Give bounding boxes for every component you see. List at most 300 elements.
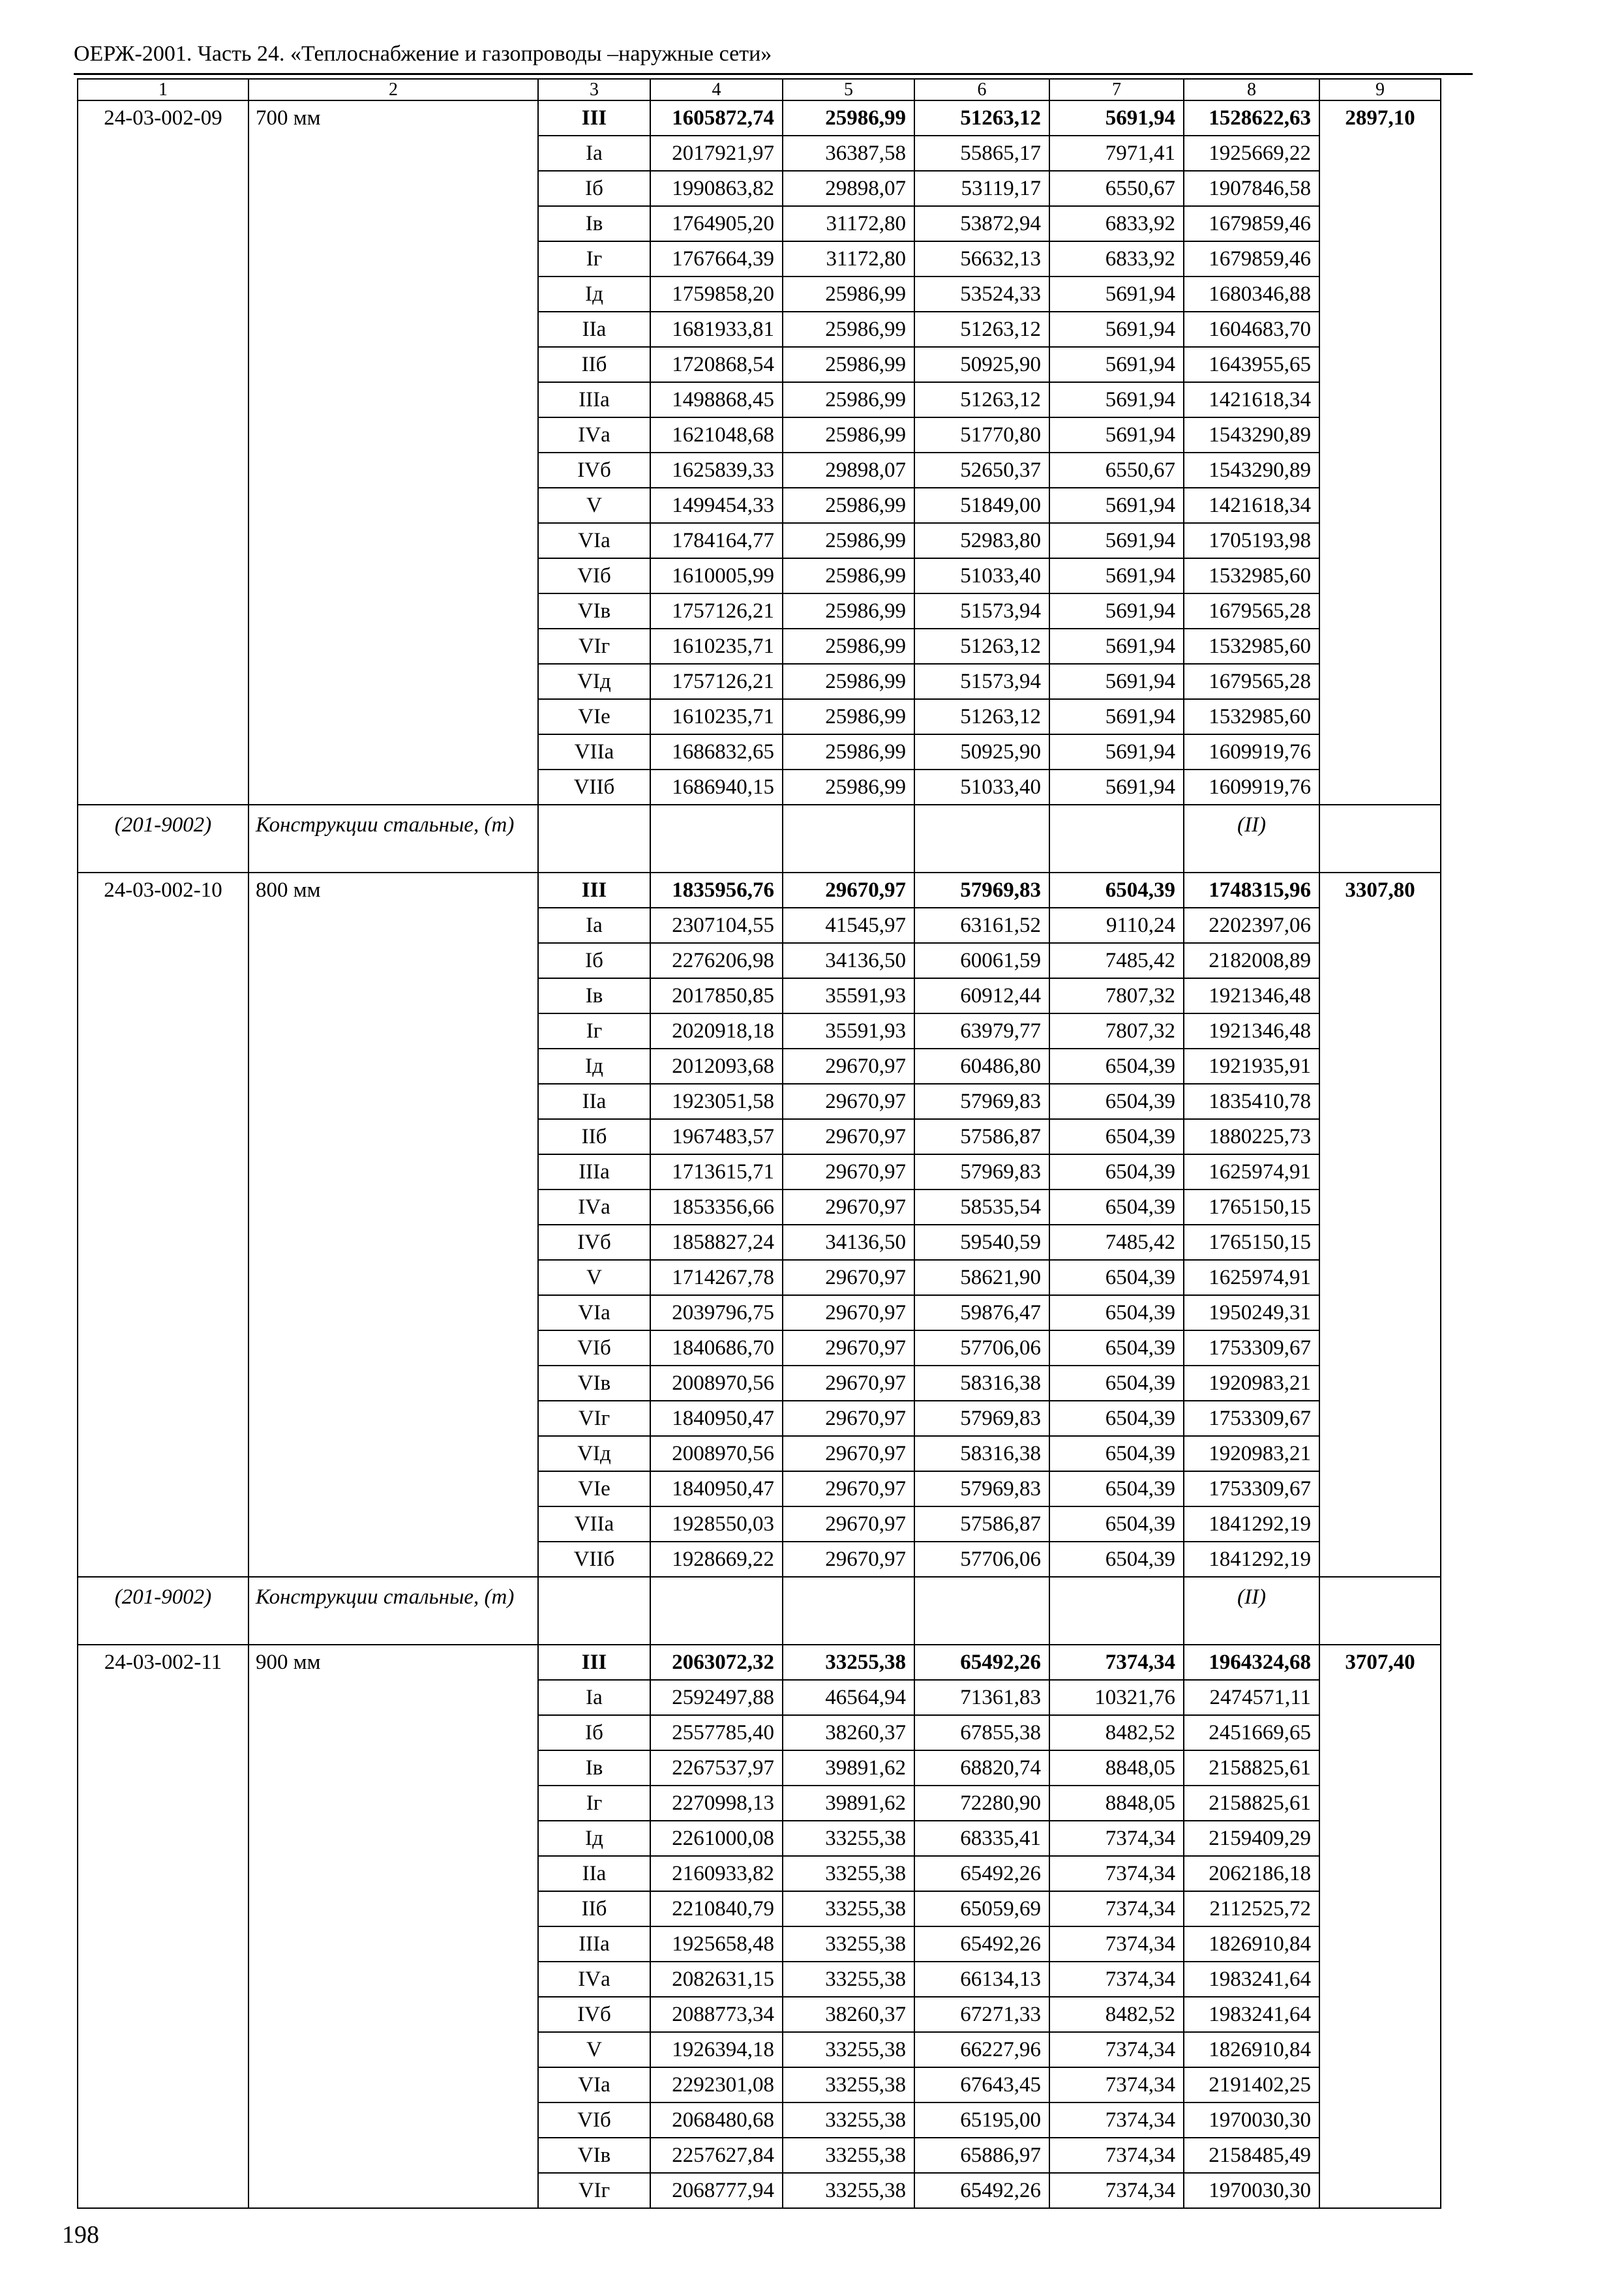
col9-cell bbox=[1319, 1119, 1441, 1154]
price-value: 1920983,21 bbox=[1184, 1366, 1319, 1401]
table-row bbox=[78, 558, 1441, 593]
price-value: 2292301,08 bbox=[650, 2067, 783, 2102]
price-value: 2020918,18 bbox=[650, 1013, 783, 1049]
price-value: 7374,34 bbox=[1049, 1891, 1184, 1926]
rate-code-cell bbox=[78, 1084, 248, 1119]
zone-class: III bbox=[538, 100, 650, 136]
col9-cell bbox=[1319, 978, 1441, 1013]
price-value: 1826910,84 bbox=[1184, 2032, 1319, 2067]
price-value: 7374,34 bbox=[1049, 2102, 1184, 2138]
price-value: 57706,06 bbox=[914, 1330, 1049, 1366]
rate-description-cell bbox=[248, 2173, 538, 2208]
zone-class: VIб bbox=[538, 1330, 650, 1366]
col9-cell bbox=[1319, 1821, 1441, 1856]
table-row bbox=[78, 136, 1441, 171]
col9-cell bbox=[1319, 943, 1441, 978]
price-value: 33255,38 bbox=[783, 1645, 914, 1680]
zone-class: V bbox=[538, 2032, 650, 2067]
table-row bbox=[78, 417, 1441, 453]
rate-code-cell bbox=[78, 908, 248, 943]
price-value: 25986,99 bbox=[783, 523, 914, 558]
zone-class: VIIб bbox=[538, 770, 650, 805]
price-value: 1610235,71 bbox=[650, 629, 783, 664]
price-value: 29670,97 bbox=[783, 1366, 914, 1401]
zone-class: Iд bbox=[538, 1821, 650, 1856]
col9-cell bbox=[1319, 734, 1441, 770]
price-value: 1753309,67 bbox=[1184, 1330, 1319, 1366]
table-row bbox=[78, 1821, 1441, 1856]
table-row bbox=[78, 347, 1441, 382]
table-row bbox=[78, 2032, 1441, 2067]
price-value: 51849,00 bbox=[914, 488, 1049, 523]
price-value: 1604683,70 bbox=[1184, 312, 1319, 347]
price-value: 9110,24 bbox=[1049, 908, 1184, 943]
zone-class: V bbox=[538, 488, 650, 523]
zone-class: Iв bbox=[538, 978, 650, 1013]
rate-code-cell bbox=[78, 629, 248, 664]
price-value: 2088773,34 bbox=[650, 1997, 783, 2032]
price-value: 1532985,60 bbox=[1184, 699, 1319, 734]
empty-cell bbox=[914, 1577, 1049, 1645]
price-value: 6550,67 bbox=[1049, 453, 1184, 488]
price-value: 1928669,22 bbox=[650, 1542, 783, 1577]
zone-class: IIа bbox=[538, 1856, 650, 1891]
price-value: 7374,34 bbox=[1049, 1821, 1184, 1856]
price-value: 1605872,74 bbox=[650, 100, 783, 136]
price-value: 50925,90 bbox=[914, 734, 1049, 770]
col9-cell bbox=[1319, 908, 1441, 943]
rate-code-cell bbox=[78, 1786, 248, 1821]
zone-class: VIв bbox=[538, 2138, 650, 2173]
price-value: 7374,34 bbox=[1049, 2173, 1184, 2208]
zone-class: VIв bbox=[538, 1366, 650, 1401]
price-value: 29670,97 bbox=[783, 873, 914, 908]
table-row bbox=[78, 1295, 1441, 1330]
price-value: 51033,40 bbox=[914, 770, 1049, 805]
price-value: 25986,99 bbox=[783, 417, 914, 453]
price-value: 34136,50 bbox=[783, 1225, 914, 1260]
zone-class: Iд bbox=[538, 277, 650, 312]
resource-note-row bbox=[78, 805, 1441, 873]
rate-code-cell bbox=[78, 241, 248, 277]
price-value: 1625839,33 bbox=[650, 453, 783, 488]
rate-description-cell bbox=[248, 312, 538, 347]
price-value: 5691,94 bbox=[1049, 488, 1184, 523]
price-value: 1853356,66 bbox=[650, 1189, 783, 1225]
table-row bbox=[78, 978, 1441, 1013]
price-value: 1923051,58 bbox=[650, 1084, 783, 1119]
price-value: 1967483,57 bbox=[650, 1119, 783, 1154]
price-value: 57706,06 bbox=[914, 1542, 1049, 1577]
rate-code-cell bbox=[78, 1856, 248, 1891]
zone-class: IVа bbox=[538, 1962, 650, 1997]
rate-code-cell bbox=[78, 1154, 248, 1189]
resource-unit: (II) bbox=[1184, 805, 1319, 873]
table-row bbox=[78, 1856, 1441, 1891]
zone-class: Iа bbox=[538, 908, 650, 943]
rate-description-cell bbox=[248, 908, 538, 943]
price-value: 5691,94 bbox=[1049, 100, 1184, 136]
table-row bbox=[78, 734, 1441, 770]
rate-description-cell bbox=[248, 417, 538, 453]
rate-code-cell bbox=[78, 1471, 248, 1506]
rate-code-cell bbox=[78, 593, 248, 629]
price-value: 2068777,94 bbox=[650, 2173, 783, 2208]
col9-cell bbox=[1319, 312, 1441, 347]
price-value: 58316,38 bbox=[914, 1436, 1049, 1471]
rate-description-cell bbox=[248, 277, 538, 312]
price-value: 1767664,39 bbox=[650, 241, 783, 277]
price-value: 6504,39 bbox=[1049, 1506, 1184, 1542]
zone-class: IIIа bbox=[538, 1154, 650, 1189]
empty-cell bbox=[650, 1577, 783, 1645]
document-header: ОЕРЖ-2001. Часть 24. «Теплоснабжение и газопроводы –наружные сети» bbox=[74, 42, 772, 66]
price-value: 1679565,28 bbox=[1184, 593, 1319, 629]
price-value: 56632,13 bbox=[914, 241, 1049, 277]
price-value: 51033,40 bbox=[914, 558, 1049, 593]
rate-code-cell bbox=[78, 2032, 248, 2067]
rate-description-cell bbox=[248, 1049, 538, 1084]
price-value: 1610235,71 bbox=[650, 699, 783, 734]
col9-cell bbox=[1319, 1366, 1441, 1401]
rate-code-cell bbox=[78, 1013, 248, 1049]
price-value: 35591,93 bbox=[783, 978, 914, 1013]
column-number: 1 bbox=[78, 79, 248, 100]
price-value: 6504,39 bbox=[1049, 1084, 1184, 1119]
rate-description-cell bbox=[248, 1260, 538, 1295]
price-value: 51263,12 bbox=[914, 699, 1049, 734]
price-value: 41545,97 bbox=[783, 908, 914, 943]
rate-description-cell bbox=[248, 1962, 538, 1997]
price-value: 55865,17 bbox=[914, 136, 1049, 171]
col9-cell bbox=[1319, 206, 1441, 241]
zone-class: Iг bbox=[538, 241, 650, 277]
table-row bbox=[78, 171, 1441, 206]
price-value: 33255,38 bbox=[783, 1926, 914, 1962]
price-value: 1528622,63 bbox=[1184, 100, 1319, 136]
price-value: 5691,94 bbox=[1049, 417, 1184, 453]
rate-description-cell bbox=[248, 2067, 538, 2102]
empty-cell bbox=[650, 805, 783, 873]
zone-class: IVа bbox=[538, 1189, 650, 1225]
column-number: 5 bbox=[783, 79, 914, 100]
price-value: 5691,94 bbox=[1049, 734, 1184, 770]
price-value: 2160933,82 bbox=[650, 1856, 783, 1891]
col9-cell bbox=[1319, 241, 1441, 277]
rate-code-cell bbox=[78, 1225, 248, 1260]
price-value: 58621,90 bbox=[914, 1260, 1049, 1295]
col9-cell bbox=[1319, 1715, 1441, 1750]
price-value: 1921935,91 bbox=[1184, 1049, 1319, 1084]
price-value: 1532985,60 bbox=[1184, 629, 1319, 664]
price-value: 25986,99 bbox=[783, 770, 914, 805]
table-row bbox=[78, 1401, 1441, 1436]
price-value: 51263,12 bbox=[914, 382, 1049, 417]
rate-description: 700 мм bbox=[248, 100, 538, 136]
empty-cell bbox=[538, 1577, 650, 1645]
price-value: 29670,97 bbox=[783, 1154, 914, 1189]
price-value: 8482,52 bbox=[1049, 1715, 1184, 1750]
zone-class: VIа bbox=[538, 1295, 650, 1330]
rate-code-cell bbox=[78, 1330, 248, 1366]
price-value: 1765150,15 bbox=[1184, 1189, 1319, 1225]
rate-code-cell bbox=[78, 978, 248, 1013]
price-value: 2257627,84 bbox=[650, 2138, 783, 2173]
col9-value: 2897,10 bbox=[1319, 100, 1441, 136]
price-value: 7971,41 bbox=[1049, 136, 1184, 171]
price-value: 29670,97 bbox=[783, 1295, 914, 1330]
resource-code: (201-9002) bbox=[78, 1577, 248, 1645]
price-value: 65492,26 bbox=[914, 1645, 1049, 1680]
price-value: 57969,83 bbox=[914, 1154, 1049, 1189]
price-value: 57969,83 bbox=[914, 873, 1049, 908]
table-row bbox=[78, 1189, 1441, 1225]
price-value: 5691,94 bbox=[1049, 593, 1184, 629]
rate-code-cell bbox=[78, 770, 248, 805]
price-value: 6504,39 bbox=[1049, 1154, 1184, 1189]
col9-cell bbox=[1319, 347, 1441, 382]
rate-description-cell bbox=[248, 523, 538, 558]
price-value: 1621048,68 bbox=[650, 417, 783, 453]
price-value: 2158485,49 bbox=[1184, 2138, 1319, 2173]
price-value: 5691,94 bbox=[1049, 770, 1184, 805]
price-value: 25986,99 bbox=[783, 382, 914, 417]
price-value: 7807,32 bbox=[1049, 1013, 1184, 1049]
table-row bbox=[78, 1013, 1441, 1049]
price-value: 1679859,46 bbox=[1184, 241, 1319, 277]
price-value: 2062186,18 bbox=[1184, 1856, 1319, 1891]
price-value: 68820,74 bbox=[914, 1750, 1049, 1786]
price-value: 2008970,56 bbox=[650, 1436, 783, 1471]
table-row bbox=[78, 277, 1441, 312]
price-value: 29670,97 bbox=[783, 1542, 914, 1577]
price-value: 60912,44 bbox=[914, 978, 1049, 1013]
rate-description-cell bbox=[248, 453, 538, 488]
zone-class: IVб bbox=[538, 1225, 650, 1260]
price-value: 50925,90 bbox=[914, 347, 1049, 382]
rate-code-cell bbox=[78, 1680, 248, 1715]
zone-class: VIб bbox=[538, 2102, 650, 2138]
price-value: 52983,80 bbox=[914, 523, 1049, 558]
price-value: 1784164,77 bbox=[650, 523, 783, 558]
rate-description-cell bbox=[248, 206, 538, 241]
rate-code-cell bbox=[78, 2138, 248, 2173]
price-value: 31172,80 bbox=[783, 206, 914, 241]
rate-description-cell bbox=[248, 1366, 538, 1401]
zone-class: Iг bbox=[538, 1786, 650, 1821]
price-value: 1759858,20 bbox=[650, 277, 783, 312]
table-row bbox=[78, 1506, 1441, 1542]
price-value: 1705193,98 bbox=[1184, 523, 1319, 558]
rate-code-cell bbox=[78, 2102, 248, 2138]
price-value: 25986,99 bbox=[783, 593, 914, 629]
table-row bbox=[78, 453, 1441, 488]
price-value: 25986,99 bbox=[783, 664, 914, 699]
price-value: 60061,59 bbox=[914, 943, 1049, 978]
col9-cell bbox=[1319, 382, 1441, 417]
rate-code-cell bbox=[78, 277, 248, 312]
price-value: 1757126,21 bbox=[650, 593, 783, 629]
price-value: 29670,97 bbox=[783, 1189, 914, 1225]
header-rule bbox=[74, 73, 1473, 75]
price-value: 46564,94 bbox=[783, 1680, 914, 1715]
table-row bbox=[78, 699, 1441, 734]
table-row bbox=[78, 943, 1441, 978]
price-value: 2017921,97 bbox=[650, 136, 783, 171]
price-value: 25986,99 bbox=[783, 629, 914, 664]
price-value: 52650,37 bbox=[914, 453, 1049, 488]
table-row bbox=[78, 629, 1441, 664]
price-value: 6504,39 bbox=[1049, 1260, 1184, 1295]
table-row bbox=[78, 2102, 1441, 2138]
col9-cell bbox=[1319, 453, 1441, 488]
rate-description-cell bbox=[248, 1154, 538, 1189]
column-number: 6 bbox=[914, 79, 1049, 100]
zone-class: Iб bbox=[538, 943, 650, 978]
zone-class: VIе bbox=[538, 699, 650, 734]
price-value: 29670,97 bbox=[783, 1436, 914, 1471]
zone-class: IIб bbox=[538, 1119, 650, 1154]
table-row bbox=[78, 1225, 1441, 1260]
price-value: 1970030,30 bbox=[1184, 2102, 1319, 2138]
rate-description-cell bbox=[248, 1295, 538, 1330]
rate-description-cell bbox=[248, 1119, 538, 1154]
price-value: 57586,87 bbox=[914, 1506, 1049, 1542]
price-value: 65492,26 bbox=[914, 2173, 1049, 2208]
price-value: 68335,41 bbox=[914, 1821, 1049, 1856]
price-value: 7485,42 bbox=[1049, 1225, 1184, 1260]
price-value: 7374,34 bbox=[1049, 2032, 1184, 2067]
rate-description-cell bbox=[248, 1680, 538, 1715]
table-row bbox=[78, 1962, 1441, 1997]
zone-class: VIг bbox=[538, 2173, 650, 2208]
col9-cell bbox=[1319, 1680, 1441, 1715]
price-value: 1983241,64 bbox=[1184, 1962, 1319, 1997]
rate-description-cell bbox=[248, 978, 538, 1013]
rate-description-cell bbox=[248, 1542, 538, 1577]
rate-description-cell bbox=[248, 558, 538, 593]
price-value: 39891,62 bbox=[783, 1750, 914, 1786]
price-value: 2307104,55 bbox=[650, 908, 783, 943]
price-value: 1679565,28 bbox=[1184, 664, 1319, 699]
col9-cell bbox=[1319, 1330, 1441, 1366]
col9-cell bbox=[1319, 1295, 1441, 1330]
column-number: 9 bbox=[1319, 79, 1441, 100]
price-value: 29670,97 bbox=[783, 1506, 914, 1542]
col9-cell bbox=[1319, 136, 1441, 171]
price-value: 1835410,78 bbox=[1184, 1084, 1319, 1119]
price-value: 57586,87 bbox=[914, 1119, 1049, 1154]
column-number-row bbox=[78, 79, 1441, 100]
price-value: 33255,38 bbox=[783, 1891, 914, 1926]
price-value: 29670,97 bbox=[783, 1084, 914, 1119]
price-value: 67855,38 bbox=[914, 1715, 1049, 1750]
zone-class: IVб bbox=[538, 1997, 650, 2032]
price-value: 59876,47 bbox=[914, 1295, 1049, 1330]
rate-code-cell bbox=[78, 1260, 248, 1295]
table-row bbox=[78, 1786, 1441, 1821]
table-row bbox=[78, 1926, 1441, 1962]
rate-code-cell bbox=[78, 523, 248, 558]
price-value: 33255,38 bbox=[783, 1856, 914, 1891]
price-value: 7374,34 bbox=[1049, 1962, 1184, 1997]
price-value: 7807,32 bbox=[1049, 978, 1184, 1013]
rate-description-cell bbox=[248, 2032, 538, 2067]
price-value: 58316,38 bbox=[914, 1366, 1049, 1401]
table-row bbox=[78, 241, 1441, 277]
zone-class: Iг bbox=[538, 1013, 650, 1049]
table-row bbox=[78, 2067, 1441, 2102]
rate-description-cell bbox=[248, 1330, 538, 1366]
col9-cell bbox=[1319, 171, 1441, 206]
price-value: 25986,99 bbox=[783, 734, 914, 770]
col9-cell bbox=[1319, 558, 1441, 593]
price-value: 65195,00 bbox=[914, 2102, 1049, 2138]
price-value: 1610005,99 bbox=[650, 558, 783, 593]
price-value: 2158825,61 bbox=[1184, 1786, 1319, 1821]
col9-cell bbox=[1319, 277, 1441, 312]
resource-note-row bbox=[78, 1577, 1441, 1645]
price-value: 1625974,91 bbox=[1184, 1260, 1319, 1295]
rate-description-cell bbox=[248, 1471, 538, 1506]
col9-cell bbox=[1319, 1997, 1441, 2032]
price-value: 25986,99 bbox=[783, 488, 914, 523]
rate-code-cell bbox=[78, 943, 248, 978]
price-value: 36387,58 bbox=[783, 136, 914, 171]
table-row bbox=[78, 1750, 1441, 1786]
rate-code-cell bbox=[78, 382, 248, 417]
rate-description-cell bbox=[248, 699, 538, 734]
price-value: 1983241,64 bbox=[1184, 1997, 1319, 2032]
column-number: 7 bbox=[1049, 79, 1184, 100]
price-value: 6504,39 bbox=[1049, 1189, 1184, 1225]
price-value: 29670,97 bbox=[783, 1119, 914, 1154]
zone-class: VIд bbox=[538, 664, 650, 699]
price-value: 53524,33 bbox=[914, 277, 1049, 312]
rate-code-cell bbox=[78, 1436, 248, 1471]
col9-cell bbox=[1319, 2067, 1441, 2102]
col9-cell bbox=[1319, 1049, 1441, 1084]
rate-code-cell bbox=[78, 1750, 248, 1786]
price-value: 1686832,65 bbox=[650, 734, 783, 770]
price-value: 2592497,88 bbox=[650, 1680, 783, 1715]
rate-description-cell bbox=[248, 171, 538, 206]
price-value: 7374,34 bbox=[1049, 2138, 1184, 2173]
price-value: 63979,77 bbox=[914, 1013, 1049, 1049]
price-value: 2202397,06 bbox=[1184, 908, 1319, 943]
price-value: 7485,42 bbox=[1049, 943, 1184, 978]
rate-code-cell bbox=[78, 1891, 248, 1926]
zone-class: VIа bbox=[538, 2067, 650, 2102]
zone-class: III bbox=[538, 1645, 650, 1680]
price-value: 6504,39 bbox=[1049, 1049, 1184, 1084]
rate-description-cell bbox=[248, 347, 538, 382]
price-value: 8848,05 bbox=[1049, 1786, 1184, 1821]
price-value: 2017850,85 bbox=[650, 978, 783, 1013]
col9-cell bbox=[1319, 1542, 1441, 1577]
column-number: 3 bbox=[538, 79, 650, 100]
col9-cell bbox=[1319, 593, 1441, 629]
col9-cell bbox=[1319, 1436, 1441, 1471]
table-row bbox=[78, 1680, 1441, 1715]
table-row bbox=[78, 206, 1441, 241]
price-value: 6504,39 bbox=[1049, 1119, 1184, 1154]
table-row bbox=[78, 593, 1441, 629]
price-value: 2276206,98 bbox=[650, 943, 783, 978]
price-value: 65059,69 bbox=[914, 1891, 1049, 1926]
price-value: 33255,38 bbox=[783, 2102, 914, 2138]
rate-code-cell bbox=[78, 1366, 248, 1401]
